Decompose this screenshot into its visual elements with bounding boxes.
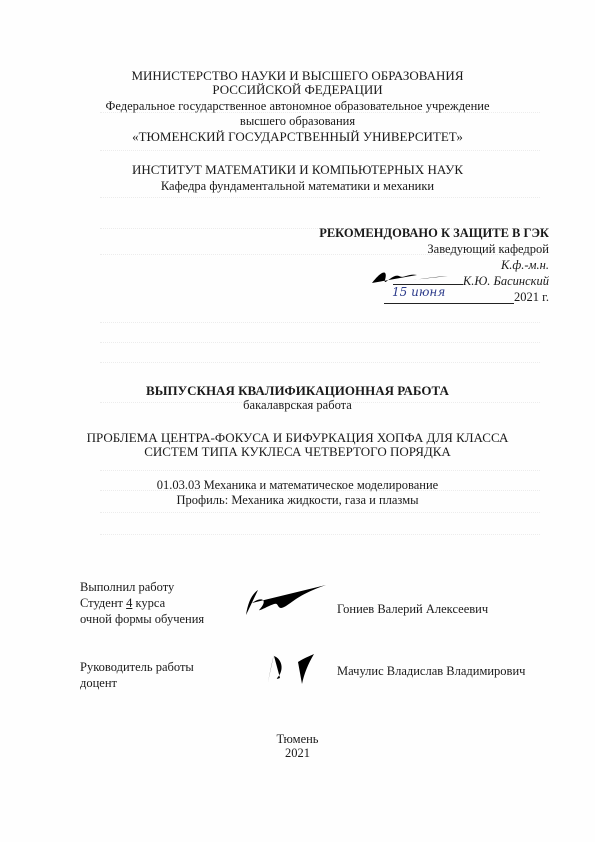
supervisor-name: Мачулис Владислав Владимирович [337, 664, 526, 678]
bleed-through-rule [100, 512, 540, 513]
approval-position: Заведующий кафедрой [427, 242, 549, 256]
approval-degree: К.ф.-м.н. [500, 258, 549, 272]
institute-name: ИНСТИТУТ МАТЕМАТИКИ И КОМПЬЮТЕРНЫХ НАУК [131, 162, 464, 177]
work-subtype: бакалаврская работа [243, 398, 352, 412]
author-line2 [80, 596, 165, 610]
work-title-line2: СИСТЕМ ТИПА КУКЛЕСА ЧЕТВЕРТОГО ПОРЯДКА [144, 444, 451, 459]
author-student-label: Студент [80, 596, 123, 610]
author-line3: очной формы обучения [80, 612, 205, 626]
department-name: Кафедра фундаментальной математики и механики [160, 179, 435, 193]
supervisor-line2: доцент [80, 676, 117, 690]
bleed-through-rule [100, 197, 540, 198]
supervisor-signature [258, 648, 324, 691]
bleed-through-rule [100, 362, 540, 363]
university-name: «ТЮМЕНСКИЙ ГОСУДАРСТВЕННЫЙ УНИВЕРСИТЕТ» [132, 129, 463, 144]
author-course: 4 [126, 596, 133, 610]
footer-year: 2021 [285, 746, 310, 760]
bleed-through-rule [100, 150, 540, 151]
supervisor-line1: Руководитель работы [80, 660, 194, 674]
handwritten-signature-icon [258, 648, 324, 686]
bleed-through-rule [100, 470, 540, 471]
profile: Профиль: Механика жидкости, газа и плазмы [176, 493, 419, 507]
date-line [384, 285, 514, 304]
approval-year: 2021 г. [514, 290, 549, 304]
bleed-through-rule [100, 342, 540, 343]
work-title-line1: ПРОБЛЕМА ЦЕНТРА-ФОКУСА И БИФУРКАЦИЯ ХОПФА ДЛЯ КЛАССА [86, 430, 509, 445]
footer-city: Тюмень [276, 732, 319, 746]
bleed-through-rule [100, 534, 540, 535]
approval-title: РЕКОМЕНДОВАНО К ЗАЩИТЕ В ГЭК [319, 226, 549, 240]
handwritten-date: 15 июня [392, 285, 446, 299]
education-level: высшего образования [239, 114, 356, 128]
specialty: 01.03.03 Механика и математическое моделирование [156, 478, 439, 492]
author-signature [240, 582, 332, 627]
country-line: РОССИЙСКОЙ ФЕДЕРАЦИИ [212, 82, 383, 97]
institution-type: Федеральное государственное автономное образовательное учреждение [105, 99, 490, 113]
author-course-label: курса [135, 596, 166, 610]
ministry-line: МИНИСТЕРСТВО НАУКИ И ВЫСШЕГО ОБРАЗОВАНИЯ [131, 68, 464, 83]
author-name: Гониев Валерий Алексеевич [337, 602, 489, 616]
handwritten-signature-icon [240, 582, 332, 622]
approval-date-row [384, 285, 549, 304]
work-type: ВЫПУСКНАЯ КВАЛИФИКАЦИОННАЯ РАБОТА [146, 383, 449, 398]
approval-name: К.Ю. Басинский [462, 274, 549, 288]
bleed-through-rule [100, 322, 540, 323]
author-line1: Выполнил работу [80, 580, 175, 594]
